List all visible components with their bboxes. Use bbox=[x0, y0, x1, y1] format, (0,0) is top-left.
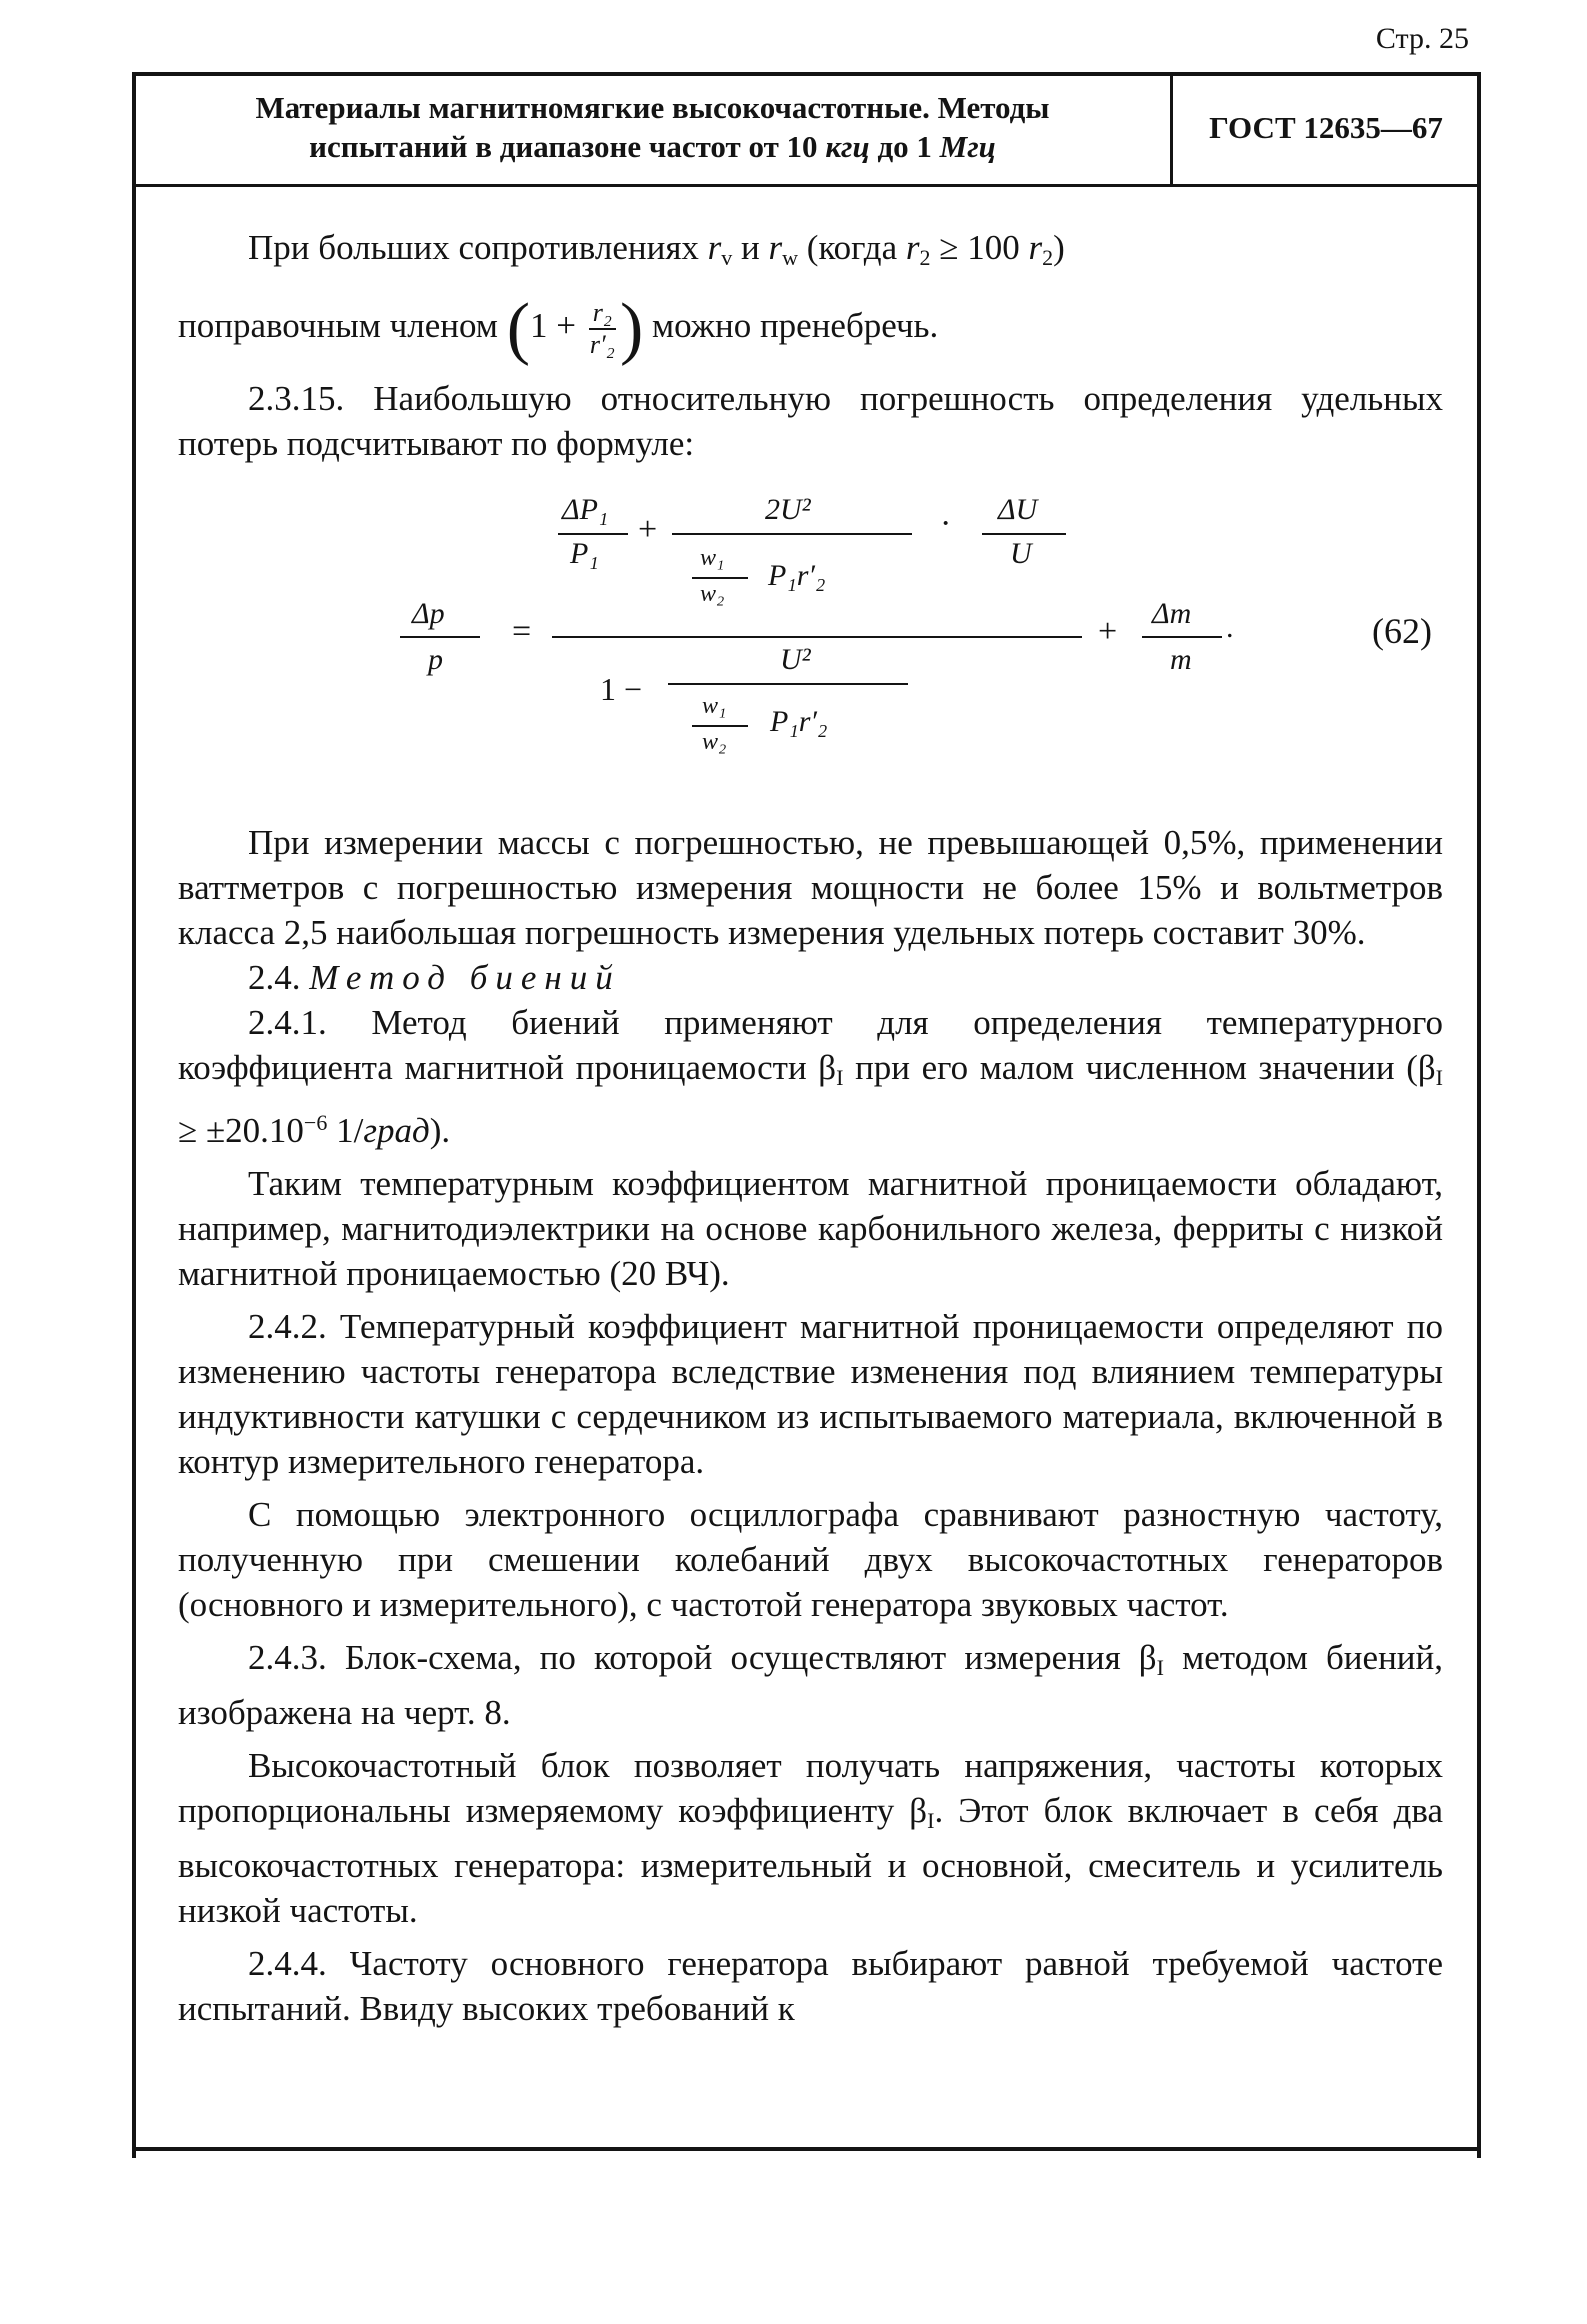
paragraph-oscillograph: С помощью электронного осциллографа сравнивают разностную частоту, полученную при смешении колебаний двух высокочастотных генераторов (основного и измерительного), с частотой генератора звуковых частот. bbox=[178, 1495, 1443, 1624]
paragraph-text: ≥ ±20.10 bbox=[178, 1111, 304, 1150]
header-unit-khz: кгц bbox=[825, 129, 870, 164]
paragraph-text: при его малом численном значении (β bbox=[843, 1048, 1436, 1087]
header-title-line1: Материалы магнитномягкие высокочастотные. Методы bbox=[255, 90, 1050, 125]
standard-code: ГОСТ 12635—67 bbox=[1209, 110, 1443, 145]
formula-end-dot: . bbox=[1226, 611, 1234, 644]
symbol-r: r bbox=[905, 228, 920, 267]
formula-dot: · bbox=[940, 505, 952, 542]
fraction-bar bbox=[1142, 636, 1222, 638]
symbol-r: r bbox=[707, 228, 722, 267]
page-number: Стр. 25 bbox=[1375, 22, 1469, 55]
unit-grad: град bbox=[363, 1111, 430, 1150]
header-title-text: до 1 bbox=[869, 129, 940, 164]
exponent: −6 bbox=[303, 1110, 328, 1135]
intro-line-1 bbox=[178, 222, 1443, 284]
section-2-4-heading bbox=[178, 955, 1443, 1000]
body-text bbox=[178, 820, 1443, 2031]
header-title-line2 bbox=[150, 127, 1155, 166]
symbol-sub: v bbox=[721, 245, 733, 270]
intro-text: ) bbox=[1053, 228, 1065, 267]
symbol-sub: w bbox=[782, 245, 799, 270]
header-divider bbox=[1170, 76, 1173, 184]
formula-one-minus: 1 − bbox=[600, 671, 643, 707]
formula-62 bbox=[370, 493, 1350, 803]
formula-dp: Δp bbox=[412, 597, 445, 630]
fraction-bar bbox=[558, 533, 628, 535]
paragraph-mass: При измерении массы с погрешностью, не превышающей 0,5%, применении ваттметров с погрешностью измерения мощности не более 15% и вольтметров класса 2,5 наибольшая погрешность измерения удельных потерь составит 30%. bbox=[178, 823, 1443, 952]
intro-text: можно пренебречь. bbox=[643, 306, 939, 345]
formula-w1: w₁ bbox=[700, 545, 725, 571]
symbol-sub: 2 bbox=[919, 245, 931, 270]
paragraph-text: 1/ bbox=[327, 1111, 364, 1150]
formula-plus: + bbox=[1098, 613, 1118, 650]
fraction-bar bbox=[400, 636, 480, 638]
intro-text: поправочным членом bbox=[178, 306, 507, 345]
formula-w2: w₂ bbox=[700, 581, 725, 607]
paragraph-text: . Этот блок включает в себя два высокочастотных генератора: измерительный и основной, смеситель и усилитель низкой частоты. bbox=[178, 1791, 1444, 1930]
symbol-sub: I bbox=[927, 1808, 935, 1833]
correction-fraction bbox=[589, 298, 616, 360]
intro-text: 1 + bbox=[530, 306, 585, 345]
paren-close: ) bbox=[619, 289, 644, 367]
fraction-denominator: r′₂ bbox=[589, 329, 615, 359]
fraction-bar bbox=[672, 533, 912, 535]
paragraph-2-4-3 bbox=[178, 1635, 1443, 1735]
formula-dp1: ΔP₁ bbox=[562, 493, 609, 526]
formula-p1r2: P₁r′₂ bbox=[770, 705, 828, 738]
intro-text: ≥ 100 bbox=[930, 228, 1029, 267]
formula-u2: U² bbox=[780, 643, 811, 676]
paragraph-2-4-4: 2.4.4. Частоту основного генератора выбирают равной требуемой частоте испытаний. Ввиду высоких требований к bbox=[178, 1944, 1443, 2028]
header-bottom-rule bbox=[136, 184, 1477, 187]
formula-p1r2: P₁r′₂ bbox=[768, 559, 826, 592]
formula-w1: w₁ bbox=[702, 693, 727, 719]
paragraph-hf-block bbox=[178, 1743, 1443, 1933]
main-fraction-bar bbox=[552, 636, 1082, 638]
header-title bbox=[150, 88, 1155, 166]
section-number: 2.4. bbox=[248, 958, 310, 997]
fraction-numerator: r₂ bbox=[589, 298, 616, 330]
formula-m: m bbox=[1170, 643, 1192, 676]
header-top-rule bbox=[132, 72, 1481, 76]
equation-number: (62) bbox=[1372, 611, 1432, 651]
section-2-3-15: 2.3.15. Наибольшую относительную погрешность определения удельных потерь подсчитывают по формуле: bbox=[178, 379, 1443, 463]
formula-p: p bbox=[428, 643, 443, 676]
frame-left-border bbox=[132, 72, 136, 2158]
formula-equals: = bbox=[512, 613, 532, 650]
symbol-sub: I bbox=[1156, 1655, 1164, 1680]
paragraph-text: Высокочастотный блок позволяет получать напряжения, частоты которых пропорциональны измеряемому коэффициенту β bbox=[178, 1746, 1443, 1830]
paragraph-text: 2.4.3. Блок-схема, по которой осуществляют измерения β bbox=[248, 1638, 1157, 1677]
intro-line-2 bbox=[178, 284, 1443, 368]
formula-plus: + bbox=[638, 511, 658, 548]
intro-text: (когда bbox=[798, 228, 906, 267]
symbol-sub: I bbox=[1435, 1065, 1443, 1090]
bottom-rule bbox=[132, 2147, 1481, 2151]
fraction-bar bbox=[668, 683, 908, 685]
paragraph-text: методом биений, изображена на черт. 8. bbox=[178, 1638, 1444, 1732]
header-unit-mhz: Мгц bbox=[939, 129, 996, 164]
paragraph-2-4-1 bbox=[178, 1000, 1443, 1153]
section-title: Метод биений bbox=[309, 958, 621, 997]
paragraph-ferrites: Таким температурным коэффициентом магнитной проницаемости обладают, например, магнитодиэлектрики на основе карбонильного железа, ферриты с низкой магнитной проницаемостью (20 ВЧ). bbox=[178, 1164, 1443, 1293]
symbol-r: r bbox=[768, 228, 783, 267]
symbol-r: r bbox=[1028, 228, 1043, 267]
formula-w2: w₂ bbox=[702, 729, 727, 755]
header-title-text: испытаний в диапазоне частот от 10 bbox=[309, 129, 826, 164]
formula-2u2: 2U² bbox=[765, 493, 811, 526]
frame-right-border bbox=[1477, 72, 1481, 2158]
paragraph-text: ). bbox=[429, 1111, 451, 1150]
paragraph-2-4-2: 2.4.2. Температурный коэффициент магнитной проницаемости определяют по изменению частоты генератора вследствие изменения под влиянием температуры индуктивности катушки с сердечником из испытываемого материала, включенной в контур измерительного генератора. bbox=[178, 1307, 1443, 1481]
formula-dm: Δm bbox=[1152, 597, 1192, 630]
intro-text: При больших сопротивлениях bbox=[248, 228, 708, 267]
paren-open: ( bbox=[506, 289, 531, 367]
fraction-bar bbox=[692, 725, 748, 727]
formula-du: ΔU bbox=[998, 493, 1038, 526]
fraction-bar bbox=[692, 577, 748, 579]
formula-u: U bbox=[1010, 537, 1032, 570]
intro-block bbox=[178, 222, 1443, 466]
fraction-bar bbox=[982, 533, 1066, 535]
paragraph-text: 2.4.1. Метод биений применяют для определения температурного коэффициента магнитной проницаемости β bbox=[178, 1003, 1443, 1087]
symbol-sub: 2 bbox=[1042, 245, 1054, 270]
symbol-sub: I bbox=[836, 1065, 844, 1090]
formula-p1: P₁ bbox=[570, 537, 599, 570]
intro-text: и bbox=[732, 228, 769, 267]
